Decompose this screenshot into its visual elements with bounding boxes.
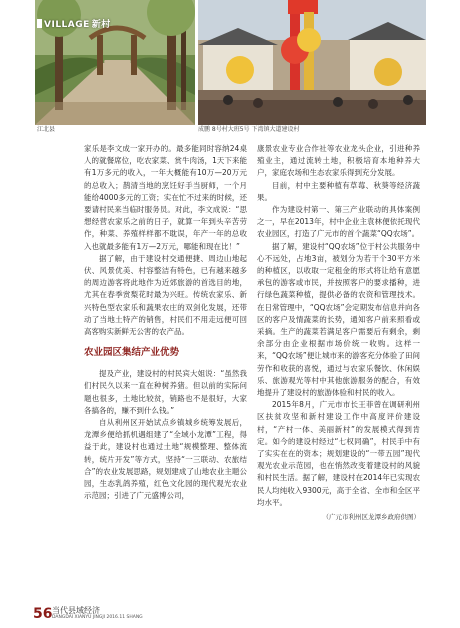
photo-credit: （广元市利州区龙潭乡政府供图） xyxy=(322,513,420,522)
article-column-left xyxy=(84,143,247,502)
article-paragraph: 据了解，建设村“QQ农场”位于村公共服务中心不远处，占地3亩，被划分为若干个30平方米的种植区，以收取一定租金的形式将让给有意愿承包的游客或市民，并按照客户的要求播种，进行绿色蔬菜种植，提供必备的农资和管理技术。在日常管理中，“QQ农场”会定期发布信息并向各区的客户及情蔬菜的长势，通知客户前来照看或采摘。生产的蔬菜若满足客户需要后有剩余，剩余部分由企业根据市场价统一收购。这样一来，“QQ农场”便让城市来的游客充分体验了田间劳作和收获的喜悦，通过与农家乐餐饮、休闲娱乐、旅游观光等村中其他旅游服务的配合，有效地提升了建设村的旅游体验和村民的收入。 xyxy=(257,241,420,398)
photo-caption-left: 江北县 xyxy=(37,126,56,133)
article-paragraph: 康景农业专业合作社等农业龙头企业，引进种养殖业主，通过流转土地，积极培育本地种养大户，家庭农场和生态农家乐得到充分发展。 xyxy=(257,144,420,178)
brand-cn: 新村 xyxy=(91,20,111,30)
article-paragraph: 2015年8月，广元市市长王菲曾在调研利州区扶贫攻坚和新村建设工作中高度评价建设村，“产村一体、美丽新村”的发展模式得到肯定。如今的建设村经过“七权同确”，村民手中有了实实在在的资本；规划建设的“一带五园”现代观光农业示范园，也在悄然改变着建设村的风貌和村民生活。据了解，建设村在2014年已实现农民人均纯收入9300元，高于全省、全市和全区平均水平。 xyxy=(257,400,420,507)
article-paragraph: 提及产业，建设村的村民宾大姐说：“虽然我们村民久以来一直在种树养猪。但以前的实际问题也很多，土地比较贫，销路也不是很好，大家各搞各的，赚不到什么钱。” xyxy=(84,369,247,415)
section-heading: 农业园区集结产业优势 xyxy=(84,347,180,359)
photo-caption-right: 成鹏 8号村大班5号 下湾镇大道建设村 xyxy=(198,126,300,133)
article-column-right xyxy=(257,143,420,523)
article-paragraph: 家乐是李文成一家开办的。最多能同时容纳24桌人的就餐席位，吃农家菜、赏牛肉汤，1天下来能有1万多元的收入，一年大概能有10万—20万元的总收入；鹊清当地的烹饪好手当厨师，一个月能给4000多元的工资；实在忙不过来的时候，还要请村民来当临时服务员。对此，李文成说：“思想经营农家乐之前的日子，就算一年到头辛苦劳作，种菜、养殖样样都不耽误，年产一年的总收入也就最多能有1万—2万元，哪能和现在比！” xyxy=(84,144,247,251)
article-paragraph: 目前，村中主要种植有草莓、秋葵等经济蔬果。 xyxy=(257,180,420,202)
brand-latin: VILLAGE xyxy=(44,20,90,30)
article-paragraph: 作为建设村第一、第三产业联动的具体案例之一，早在2013年，村中企业主袁林便依托现代农业园区，打造了广元市的首个蔬菜“QQ农场”。 xyxy=(257,205,420,239)
publication-subtitle: DANGDAI XIANYU JINGJI 2016.11 SHANG xyxy=(52,615,143,620)
magazine-section-brand xyxy=(37,17,111,30)
page-footer xyxy=(33,605,433,623)
brand-mark-icon xyxy=(37,19,42,28)
page-number: 56 xyxy=(33,606,53,622)
article-paragraph: 据了解，由于建设村交通便捷、周边山地起伏、风景优美、村容整洁有特色，已有越来越多的周边游客将此地作为近郊旅游的首选目的地，尤其在春季赏梨花时最为兴旺。传统农家乐、新兴特色型农家乐和蔬果农庄的双剑化发展，还带动了当地土特产的销售，村民们不用走远便可回高客购实新鲜无公害的农产品。 xyxy=(84,253,247,337)
photo-lion-dance xyxy=(198,0,426,125)
article-paragraph: 自从利州区开始试点乡镇城乡统筹发展后，龙潭乡便给抓机遇组建了“全域小龙潭”工程，得益于此，建设村也通过土地“规模整理、整体流转，统片开发”等方式，坚持“一三联动、农旅结合”的农业发展思路，规划建成了山地农业主题公园，生态乳鸽养殖，红色文化园的现代观光农业示范园；引进了广元盛博公司， xyxy=(84,418,247,501)
publication-title: 当代县域经济 xyxy=(52,606,100,615)
